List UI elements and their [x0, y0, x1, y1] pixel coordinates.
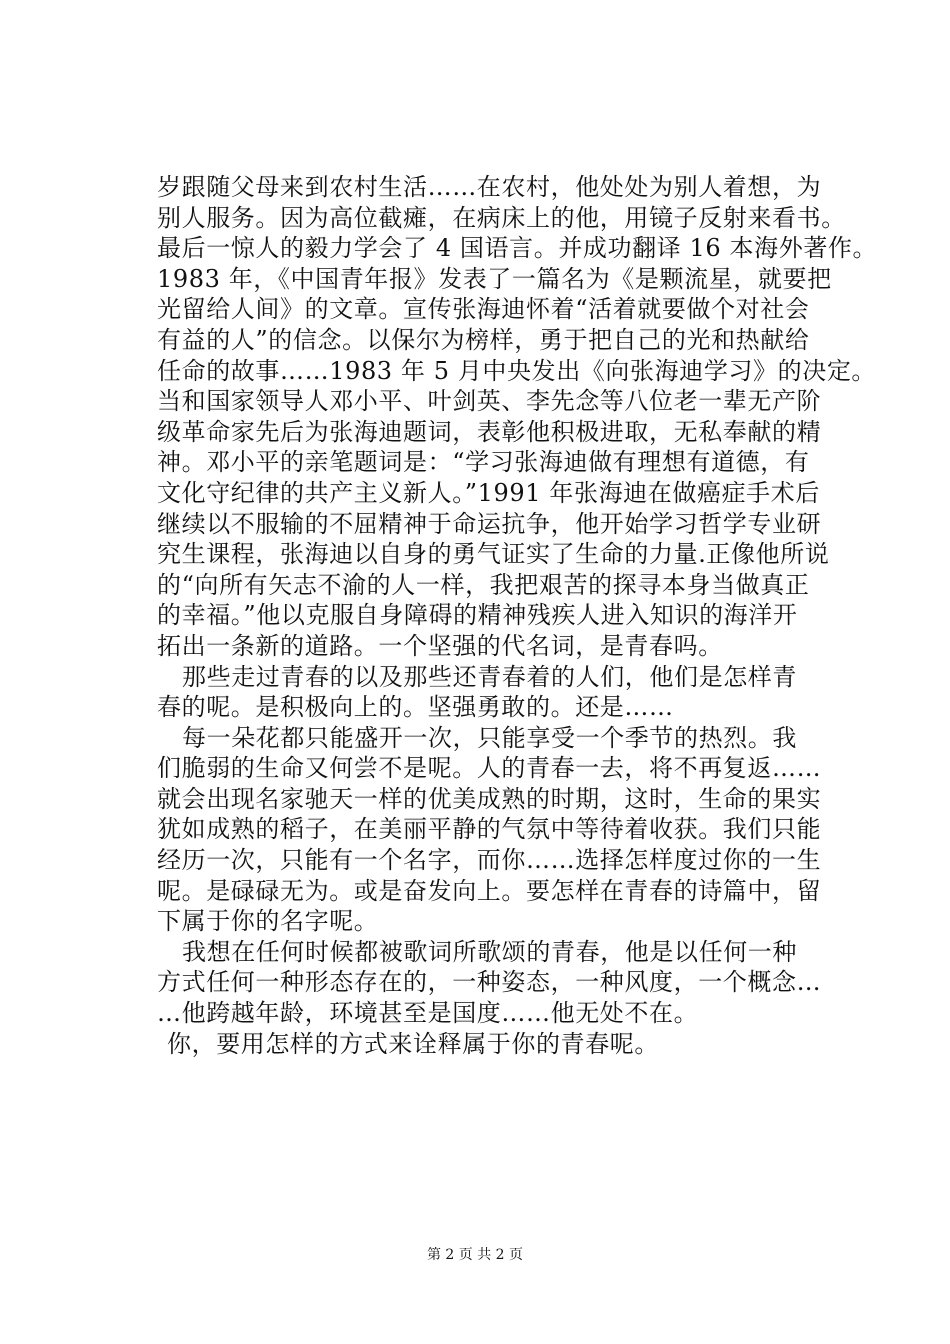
- text-line: 的“向所有矢志不渝的人一样，我把艰苦的探寻本身当做真正: [157, 570, 810, 599]
- text-line: 拓出一条新的道路。一个坚强的代名词，是青春吗。: [157, 631, 723, 660]
- text-line: 有益的人”的信念。以保尔为榜样，勇于把自己的光和热献给: [157, 325, 810, 354]
- text-line: 经历一次，只能有一个名字，而你……选择怎样度过你的一生: [157, 846, 822, 875]
- text-line: 就会出现名家驰天一样的优美成熟的时期，这时，生命的果实: [157, 784, 822, 813]
- text-line: 任命的故事……1983 年 5 月中央发出《向张海迪学习》的决定。: [157, 356, 877, 385]
- text-line: 当和国家领导人邓小平、叶剑英、李先念等八位老一辈无产阶: [157, 387, 822, 416]
- text-line: 呢。是碌碌无为。或是奋发向上。要怎样在青春的诗篇中，留: [157, 876, 822, 905]
- paragraph-first-line: 我想在任何时候都被歌词所歌颂的青春，他是以任何一种: [182, 937, 797, 966]
- page-footer: [0, 1246, 950, 1264]
- text-line: 的幸福。”他以克服自身障碍的精神残疾人进入知识的海洋开: [157, 601, 798, 630]
- text-line: 下属于你的名字呢。: [157, 907, 379, 936]
- paragraph-first-line: 每一朵花都只能盛开一次，只能享受一个季节的热烈。我: [182, 723, 797, 752]
- paragraph-first-line: 你，要用怎样的方式来诠释属于你的青春呢。: [167, 1029, 659, 1058]
- text-line: 光留给人间》的文章。宣传张海迪怀着“活着就要做个对社会: [157, 295, 810, 324]
- text-line: 别人服务。因为高位截瘫，在病床上的他，用镜子反射来看书。: [157, 203, 846, 232]
- text-line: 神。邓小平的亲笔题词是：“学习张海迪做有理想有道德，有: [157, 448, 810, 477]
- text-line: 犹如成熟的稻子，在美丽平静的气氛中等待着收获。我们只能: [157, 815, 822, 844]
- paragraph-first-line: 那些走过青春的以及那些还青春着的人们，他们是怎样青: [182, 662, 797, 691]
- text-line: 们脆弱的生命又何尝不是呢。人的青春一去，将不再复返……: [157, 754, 822, 783]
- text-line: 究生课程，张海迪以自身的勇气证实了生命的力量.正像他所说: [157, 540, 830, 569]
- text-line: 春的呢。是积极向上的。坚强勇敢的。还是……: [157, 693, 674, 722]
- page-number-label: 第 2 页 共 2 页: [426, 1247, 524, 1263]
- text-line: 1983 年，《中国青年报》发表了一篇名为《是颗流星，就要把: [157, 264, 832, 293]
- text-line: …他跨越年龄，环境甚至是国度……他无处不在。: [157, 999, 699, 1028]
- text-line: 级革命家先后为张海迪题词，表彰他积极进取，无私奉献的精: [157, 417, 822, 446]
- text-line: 继续以不服输的不屈精神于命运抗争，他开始学习哲学专业研: [157, 509, 822, 538]
- document-body: [157, 172, 878, 1059]
- text-line: 最后一惊人的毅力学会了 4 国语言。并成功翻译 16 本海外著作。: [157, 234, 878, 263]
- text-line: 方式任何一种形态存在的，一种姿态，一种风度，一个概念…: [157, 968, 822, 997]
- text-line: 文化守纪律的共产主义新人。”1991 年张海迪在做癌症手术后: [157, 478, 820, 507]
- text-line: 岁跟随父母来到农村生活……在农村，他处处为别人着想，为: [157, 173, 822, 201]
